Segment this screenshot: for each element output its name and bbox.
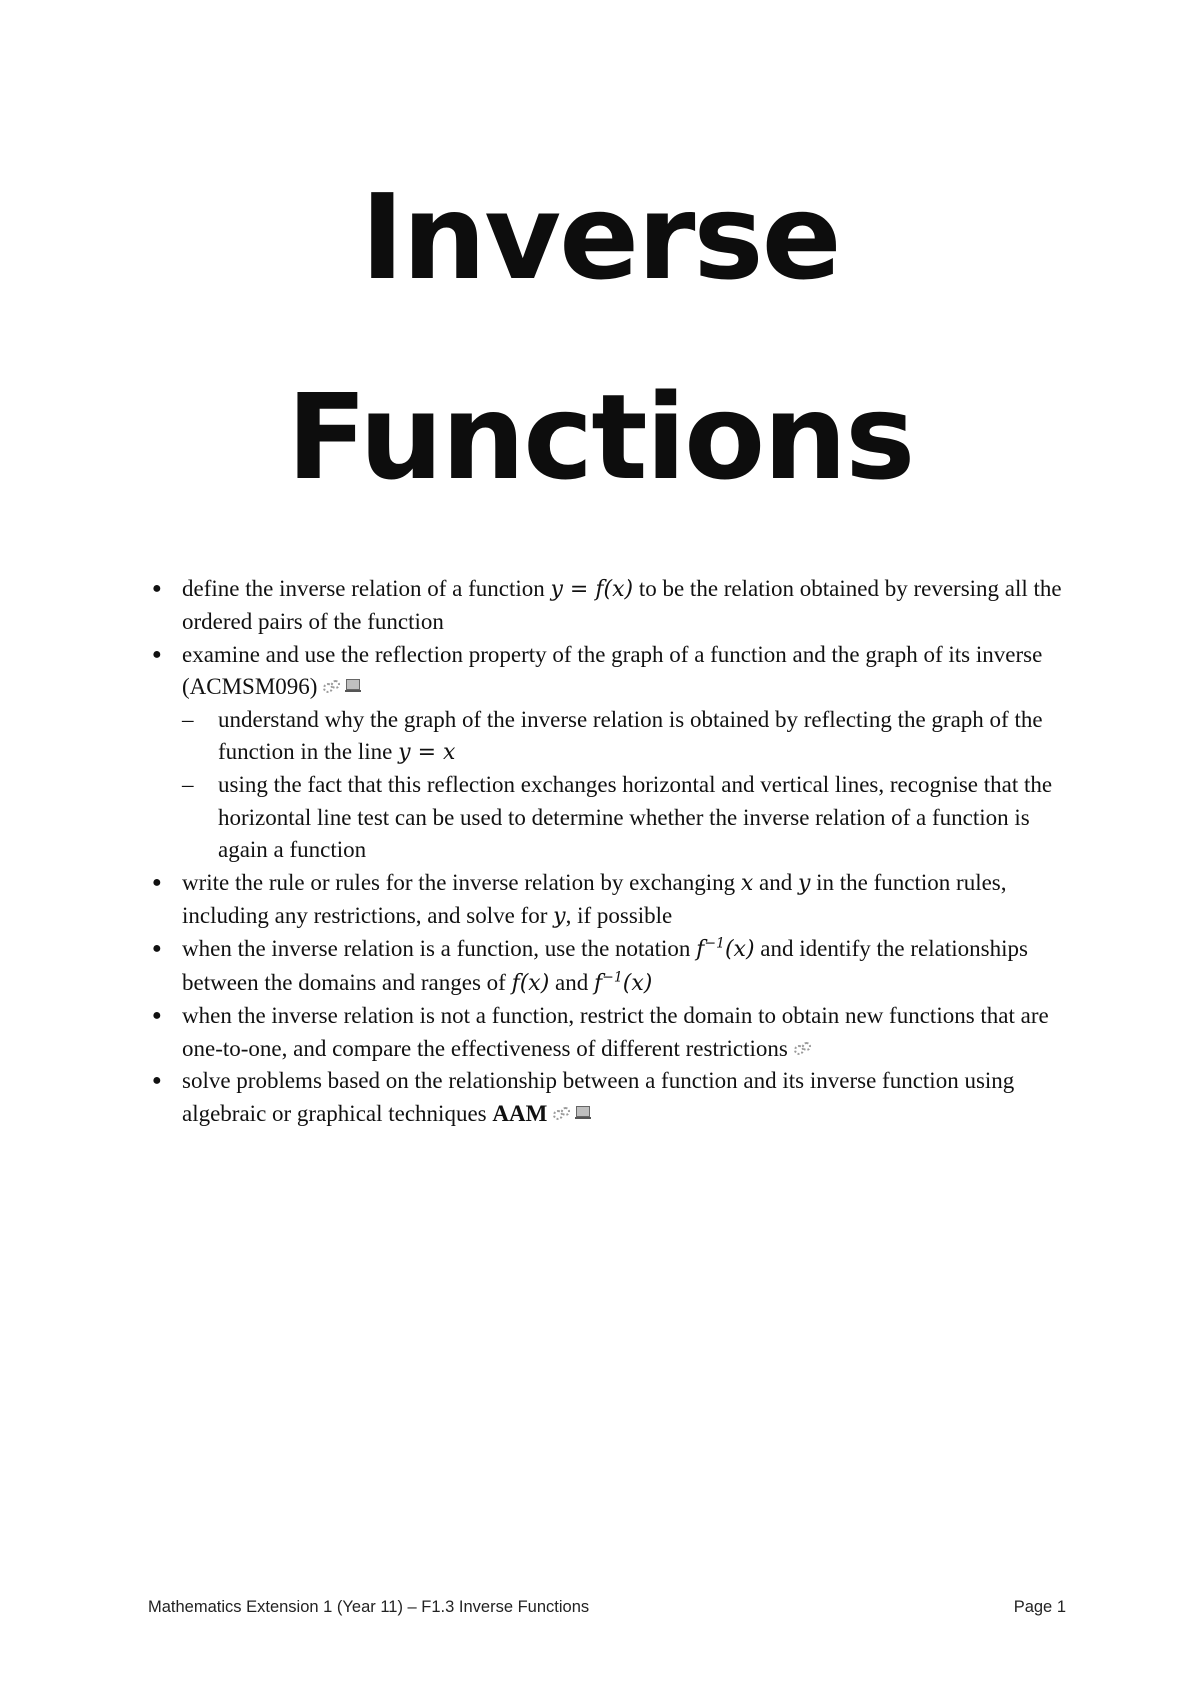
outcome-text: in the function rules, including any restrictions, and solve for <box>182 869 1007 929</box>
outcome-text: solve problems based on the relationship between a function and its inverse function using algebraic or graphical techniques <box>182 1068 1015 1126</box>
outcome-text: using the fact that this reflection exchanges horizontal and vertical lines, recognise that the horizontal line test can be used to determine whether the inverse relation of a function is again a function <box>218 772 1053 863</box>
page-number: Page 1 <box>1013 1598 1066 1616</box>
outcome-text: and <box>753 869 798 895</box>
bullet: ● <box>152 940 162 958</box>
math-expression: f(x) <box>511 970 550 996</box>
outcome-text: and identify the relationships between the domains and ranges of <box>182 936 1028 995</box>
dash: – <box>182 706 194 732</box>
bullet: ● <box>152 873 162 891</box>
math-expression: $f^{-1}(x)$ <box>594 969 653 996</box>
outcome-text: define the inverse relation of a function <box>182 576 551 601</box>
math-expression: y = x <box>398 740 456 766</box>
outcome-item <box>150 1000 1070 1065</box>
outcome-subitem <box>150 704 1070 770</box>
outcome-item <box>150 639 1070 704</box>
outcome-text: understand why the graph of the inverse relation is obtained by reflecting the graph of the function in the line <box>218 706 1043 765</box>
bullet: ● <box>152 580 162 597</box>
outcome-text: to be the relation obtained by reversing all the ordered pairs of the function <box>182 576 1062 635</box>
cog-icon <box>794 1042 810 1054</box>
outcome-text: and <box>549 969 594 995</box>
math-expression: $f^{-1}(x)$ <box>696 936 755 963</box>
math-expression: y = f(x) <box>550 577 634 602</box>
outcome-text: when the inverse relation is a function, use the notation <box>182 936 697 962</box>
math-expression: x <box>740 870 754 896</box>
cog-icon <box>323 680 339 692</box>
computer-icon <box>345 679 361 693</box>
math-expression: y <box>553 904 566 930</box>
math-expression: y <box>797 870 811 896</box>
outcomes-list <box>150 573 1070 1130</box>
outcome-item <box>150 867 1070 934</box>
outcome-item <box>150 1065 1070 1130</box>
aam-tag: AAM <box>492 1100 548 1126</box>
footer-title: Mathematics Extension 1 (Year 11) – F1.3 Inverse Functions <box>148 1598 590 1616</box>
bullet: ● <box>152 1072 162 1090</box>
computer-icon <box>575 1106 591 1120</box>
outcome-text: write the rule or rules for the inverse relation by exchanging <box>182 869 741 895</box>
bullet: ● <box>152 1007 162 1025</box>
title-line-1: Inverse <box>360 168 840 306</box>
outcome-text: , if possible <box>565 903 673 929</box>
outcome-subitem <box>150 769 1070 866</box>
outcome-text: when the inverse relation is not a function, restrict the domain to obtain new functions that are one-to-one, and compare the effectiveness of different restrictions <box>182 1003 1049 1061</box>
outcome-item <box>150 573 1070 639</box>
dash: – <box>182 772 194 798</box>
outcome-item <box>150 933 1070 1000</box>
cog-icon <box>553 1107 569 1119</box>
bullet: ● <box>152 645 162 663</box>
title-line-2: Functions <box>286 368 914 506</box>
outcome-text: examine and use the reflection property of the graph of a function and the graph of its inverse (ACMSM096) <box>182 641 1043 700</box>
